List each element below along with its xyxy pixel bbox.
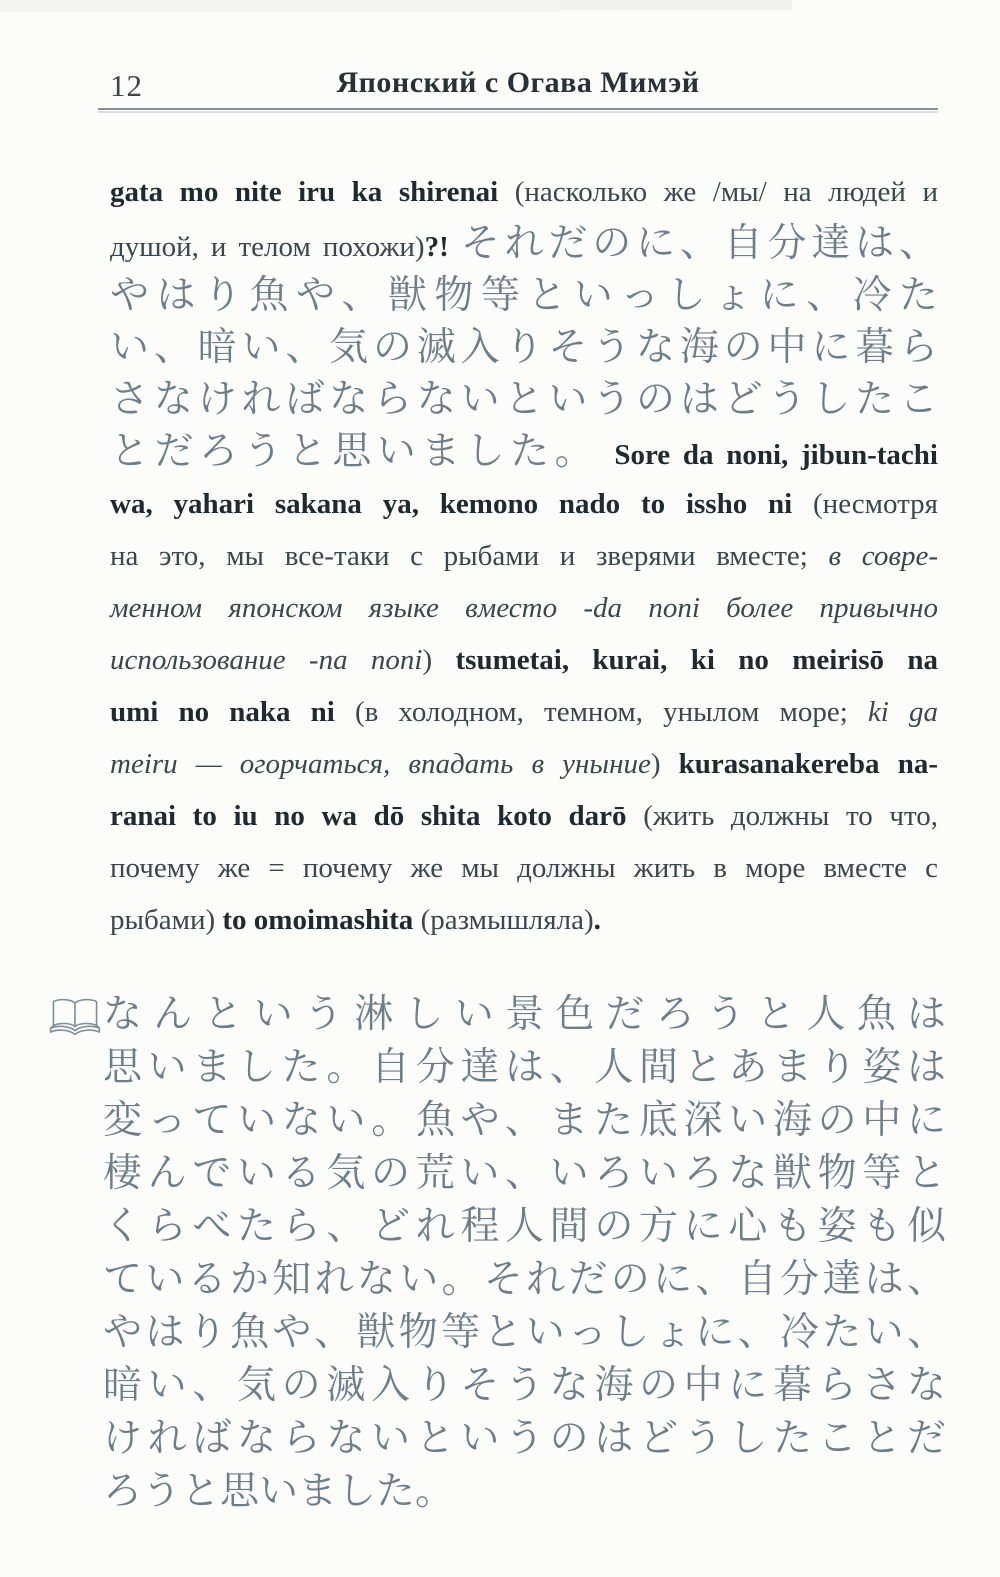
text-line [110, 478, 938, 530]
text-segment-b: to omoimashita [222, 904, 421, 936]
text-line [110, 166, 938, 218]
text-segment-r: (размышляла) [420, 904, 594, 936]
text-line [103, 988, 946, 1041]
text-line [110, 322, 938, 374]
text-segment-j: 暗い、気の滅入りそうな海の中に暮らさな [103, 1364, 946, 1407]
text-line [110, 894, 938, 946]
text-segment-j: やはり魚や、獣物等といっしょに、冷たい、 [103, 1311, 946, 1354]
interlinear-paragraph [110, 166, 938, 946]
text-segment-r: почему же = почему же мы должны жить в море вместе с [110, 852, 938, 884]
text-line [103, 1359, 946, 1412]
text-segment-i: менном японском языке вместо -da noni более привычно [110, 592, 938, 624]
text-segment-j: 思いました。自分達は、人間とあまり姿は [103, 1046, 946, 1089]
text-segment-i: meiru — огорчаться, впадать в уныние [110, 748, 651, 780]
text-segment-r: (в холодном, темном, унылом море; [354, 696, 868, 728]
text-segment-b: Sore da noni, jibun-tachi [614, 439, 938, 471]
text-line [110, 738, 938, 790]
text-line [110, 582, 938, 634]
page-title: Японский с Огава Мимэй [336, 66, 700, 99]
text-segment-b: umi no naka ni [110, 696, 355, 728]
text-segment-j: ければならないというのはどうしたことだ [103, 1417, 946, 1460]
text-line [103, 1200, 946, 1253]
text-line [110, 842, 938, 894]
text-line [103, 1306, 946, 1359]
text-segment-j: 棲んでいる気の荒い、いろいろな獣物等と [103, 1152, 946, 1195]
text-line [110, 374, 938, 426]
text-segment-j: い、暗い、気の滅入りそうな海の中に暮ら [110, 326, 938, 369]
text-segment-r: (насколько же /мы/ на людей и [514, 176, 938, 208]
japanese-text-paragraph [103, 988, 946, 1518]
text-segment-j: くらべたら、どれ程人間の方に心も姿も似 [103, 1205, 946, 1248]
text-segment-b: kurasanakereba na- [678, 748, 938, 780]
text-segment-r: (несмотря [813, 488, 938, 520]
text-segment-b: wa, yahari sakana ya, kemono nado to issho ni [110, 488, 814, 520]
text-line [110, 218, 938, 270]
text-line [110, 426, 938, 478]
text-segment-j: やはり魚や、獣物等といっしょに、冷た [110, 274, 938, 317]
text-segment-r: душой, и телом похожи) [110, 231, 425, 263]
text-line [110, 790, 938, 842]
text-segment-r: рыбами) [110, 904, 223, 936]
text-segment-r: ) [422, 644, 456, 676]
open-book-icon [45, 996, 105, 1040]
text-segment-j: さなければならないというのはどうしたこ [110, 378, 938, 421]
page-number: 12 [110, 68, 143, 103]
text-segment-b: . [593, 904, 601, 936]
text-line [110, 686, 938, 738]
text-line [103, 1412, 946, 1465]
text-segment-b: gata mo nite iru ka shirenai [110, 176, 515, 208]
text-line [103, 1094, 946, 1147]
text-segment-i: ki ga [867, 696, 938, 728]
text-segment-i: в совре- [828, 540, 938, 572]
text-segment-j: ているか知れない。それだのに、自分達は、 [103, 1258, 946, 1301]
text-line [103, 1147, 946, 1200]
text-segment-j: 変っていない。魚や、また底深い海の中に [103, 1099, 946, 1142]
text-segment-j: とだろうと思いました。 [110, 430, 615, 473]
text-segment-b: ?! [424, 231, 461, 263]
scan-artifact [560, 0, 792, 10]
header-rule [98, 108, 938, 110]
text-segment-b: ranai to iu no wa dō shita koto darō [110, 800, 644, 832]
text-segment-b: tsumetai, kurai, ki no meirisō na [455, 644, 938, 676]
scan-artifact [0, 0, 560, 12]
text-line [103, 1041, 946, 1094]
text-segment-j: それだのに、自分達は、 [460, 222, 938, 265]
text-segment-r: ) [650, 748, 679, 780]
text-line [110, 634, 938, 686]
text-line [110, 270, 938, 322]
text-segment-j: なんという淋しい景色だろうと人魚は [103, 993, 946, 1036]
text-segment-i: использование -na noni [110, 644, 423, 676]
text-line [103, 1253, 946, 1306]
text-segment-r: (жить должны то что, [643, 800, 938, 832]
text-segment-j: ろうと思いました。 [103, 1470, 455, 1513]
text-segment-r: на это, мы все-таки с рыбами и зверями вместе; [110, 540, 829, 572]
text-line [110, 530, 938, 582]
text-line [103, 1465, 946, 1518]
